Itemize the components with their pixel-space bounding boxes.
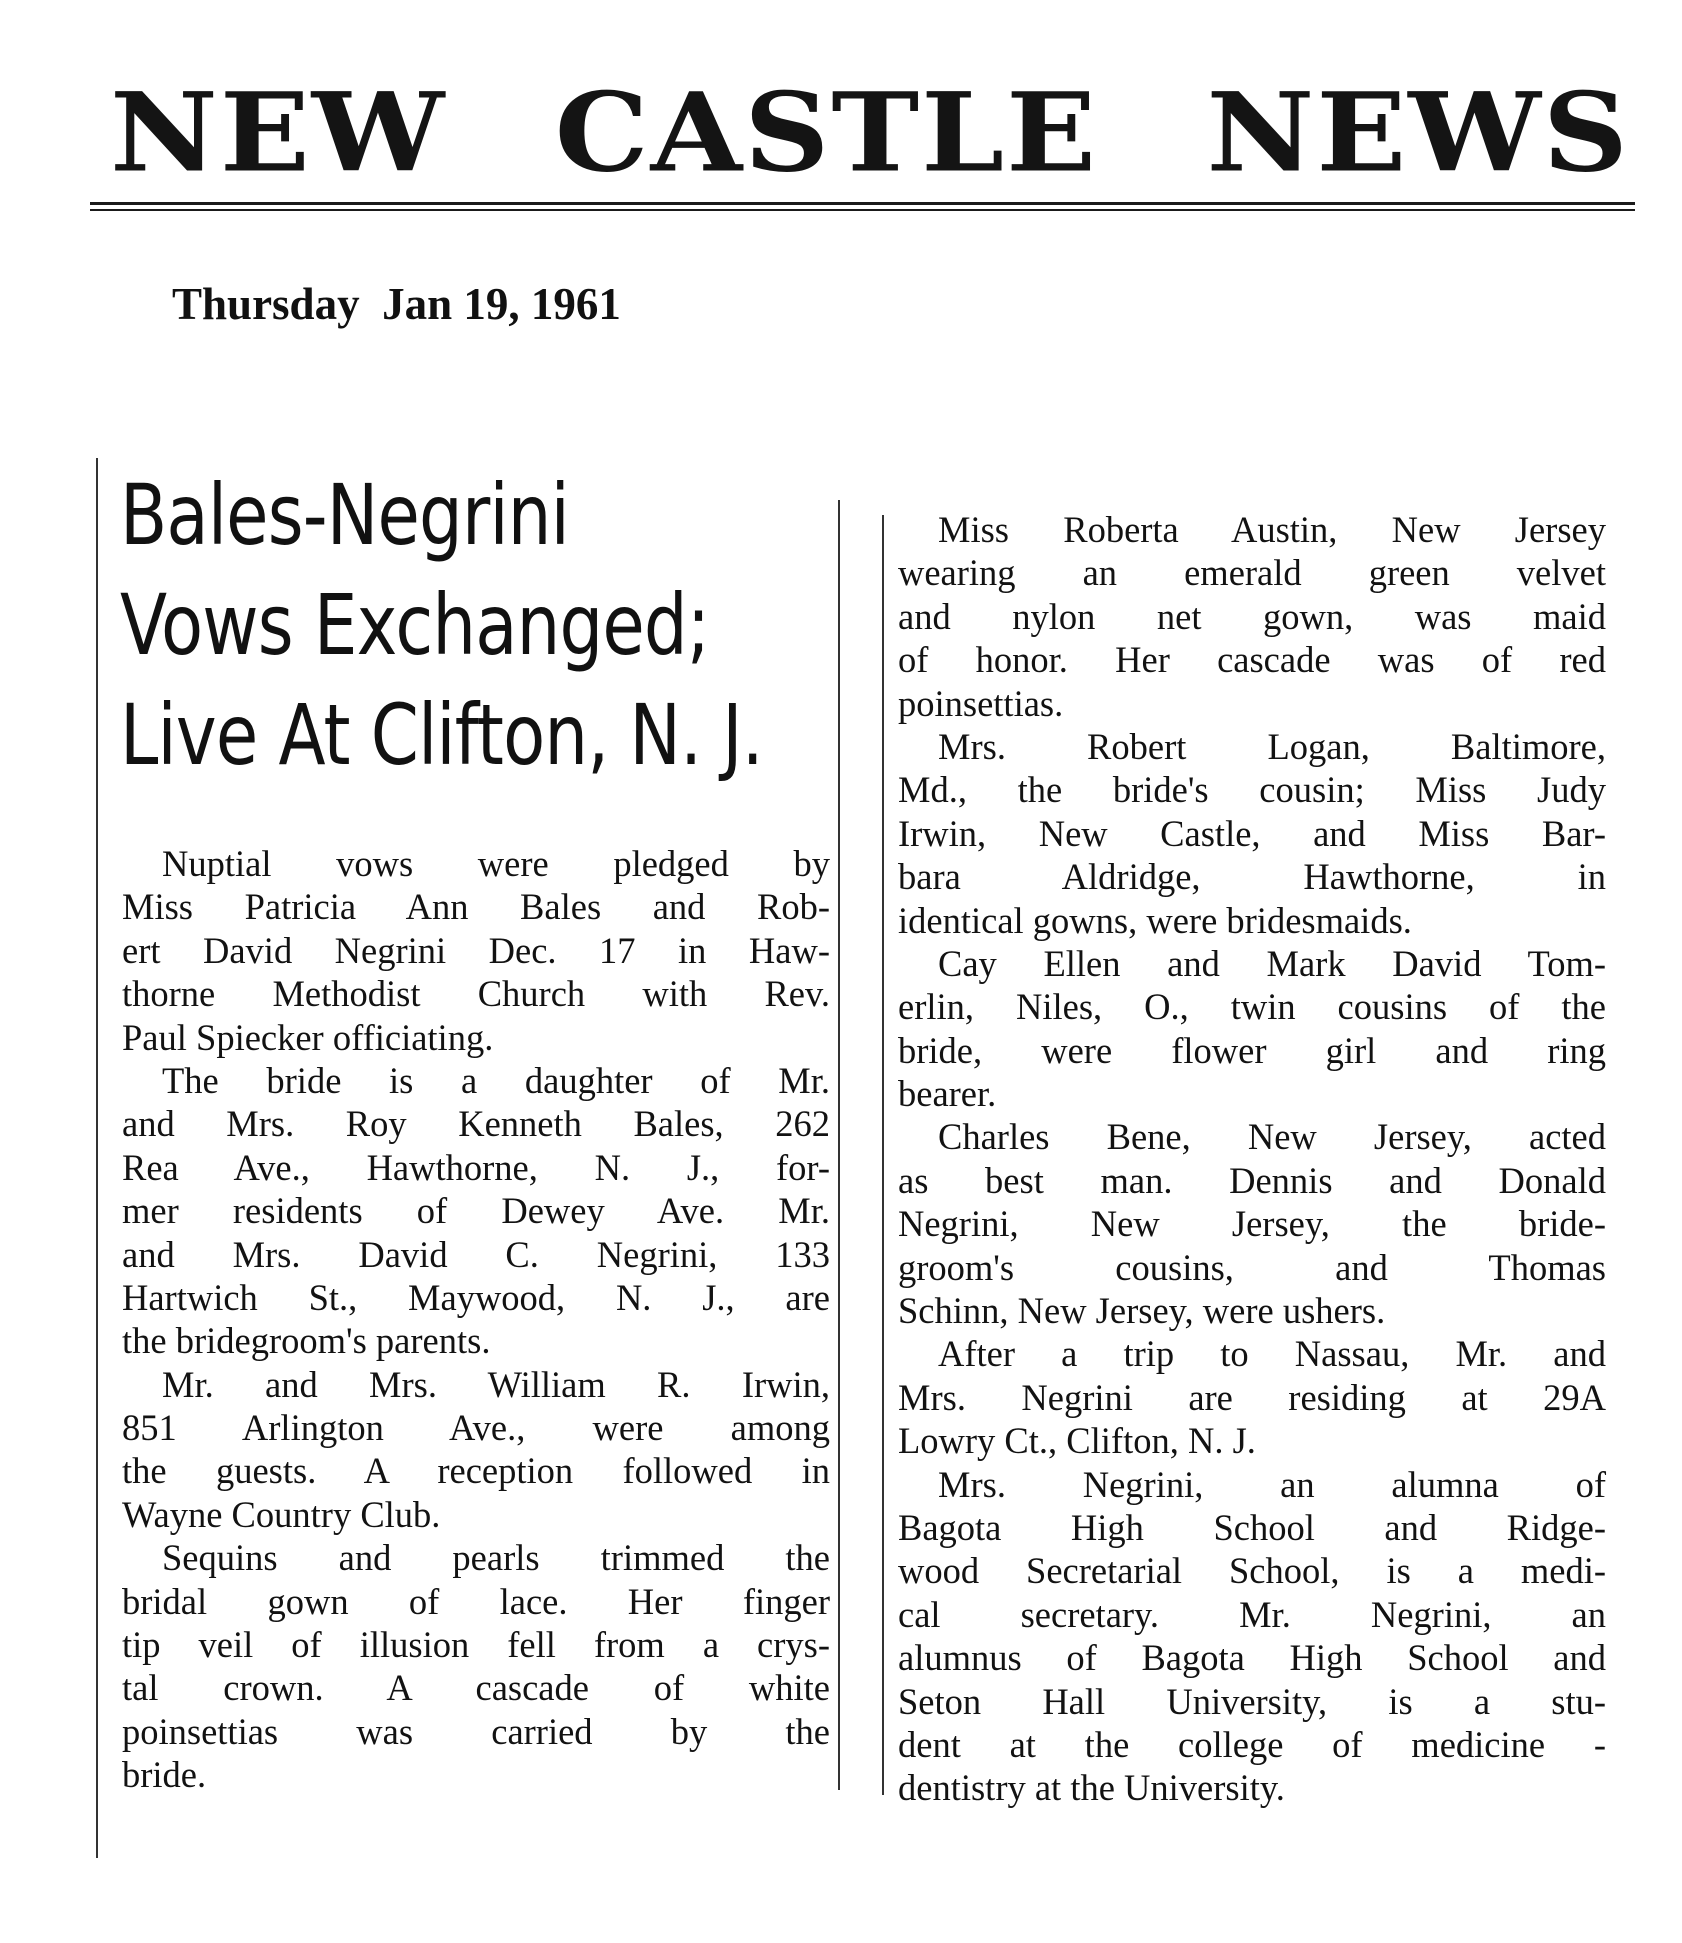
article-text-line: Sequins and pearls trimmed the: [162, 1537, 830, 1579]
publication-date: Thursday Jan 19, 1961: [172, 279, 621, 329]
article-text-line: Mr. and Mrs. William R. Irwin,: [162, 1363, 830, 1405]
headline-line: Live At Clifton, N. J.: [120, 686, 763, 784]
article-text-line: Irwin, New Castle, and Miss Bar-: [898, 812, 1606, 854]
article-text-line: and Mrs. Roy Kenneth Bales, 262: [122, 1103, 830, 1145]
article-text-line: thorne Methodist Church with Rev.: [122, 973, 830, 1015]
article-column-left: [122, 842, 830, 1797]
article-text-line: alumnus of Bagota High School and: [898, 1637, 1606, 1679]
masthead-word: NEWS: [1206, 68, 1630, 197]
article-text-line: and nylon net gown, was maid: [898, 595, 1606, 637]
article-text-line: bearer.: [898, 1073, 997, 1115]
article-text-line: bara Aldridge, Hawthorne, in: [898, 856, 1606, 898]
article-text-line: tal crown. A cascade of white: [122, 1667, 830, 1709]
masthead-word: CASTLE: [554, 68, 1099, 197]
article-text-line: Bagota High School and Ridge-: [898, 1506, 1606, 1548]
article-headline: [120, 460, 820, 790]
article-text-line: Rea Ave., Hawthorne, N. J., for-: [122, 1146, 830, 1188]
newspaper-masthead: [110, 68, 1630, 198]
article-text-line: Negrini, New Jersey, the bride-: [898, 1203, 1606, 1245]
headline-line: Vows Exchanged;: [120, 576, 710, 674]
article-text-line: Charles Bene, New Jersey, acted: [938, 1116, 1606, 1158]
article-text-line: Cay Ellen and Mark David Tom-: [938, 942, 1606, 984]
article-text-line: Mrs. Negrini, an alumna of: [938, 1463, 1606, 1505]
article-text-line: dent at the college of medicine -: [898, 1723, 1606, 1765]
article-text-line: Lowry Ct., Clifton, N. J.: [898, 1420, 1256, 1462]
masthead-rule: [90, 202, 1635, 205]
article-text-line: wearing an emerald green velvet: [898, 552, 1606, 594]
article-text-line: identical gowns, were bridesmaids.: [898, 899, 1412, 941]
article-text-line: The bride is a daughter of Mr.: [162, 1059, 830, 1101]
column-divider-middle: [838, 500, 840, 1790]
headline-line: Bales-Negrini: [120, 466, 569, 564]
article-text-line: as best man. Dennis and Donald: [898, 1159, 1606, 1201]
article-text-line: mer residents of Dewey Ave. Mr.: [122, 1190, 830, 1232]
article-text-line: After a trip to Nassau, Mr. and: [938, 1333, 1606, 1375]
article-text-line: cal secretary. Mr. Negrini, an: [898, 1593, 1606, 1635]
article-text-line: of honor. Her cascade was of red: [898, 639, 1606, 681]
article-text-line: Hartwich St., Maywood, N. J., are: [122, 1276, 830, 1318]
article-text-line: the bridegroom's parents.: [122, 1320, 491, 1362]
article-text-line: Seton Hall University, is a stu-: [898, 1680, 1606, 1722]
article-text-line: tip veil of illusion fell from a crys-: [122, 1624, 830, 1666]
article-text-line: Md., the bride's cousin; Miss Judy: [898, 769, 1606, 811]
article-text-line: Paul Spiecker officiating.: [122, 1016, 494, 1058]
article-text-line: Miss Roberta Austin, New Jersey: [938, 509, 1606, 550]
article-text-line: the guests. A reception followed in: [122, 1450, 830, 1492]
article-text-line: dentistry at the University.: [898, 1767, 1285, 1809]
article-text-line: and Mrs. David C. Negrini, 133: [122, 1233, 830, 1275]
column-divider-left: [96, 458, 98, 1858]
article-text-line: bride.: [122, 1754, 207, 1796]
article-text-line: 851 Arlington Ave., were among: [122, 1407, 830, 1449]
article-text-line: Miss Patricia Ann Bales and Rob-: [122, 886, 830, 928]
article-text-line: wood Secretarial School, is a medi-: [898, 1550, 1606, 1592]
column-divider-right: [882, 515, 884, 1795]
article-text-line: Nuptial vows were pledged by: [162, 843, 830, 884]
article-text-line: groom's cousins, and Thomas: [898, 1246, 1606, 1288]
article-text-line: poinsettias.: [898, 682, 1064, 724]
masthead-word: NEW: [110, 68, 447, 197]
article-text-line: ert David Negrini Dec. 17 in Haw-: [122, 929, 830, 971]
article-text-line: Schinn, New Jersey, were ushers.: [898, 1290, 1386, 1332]
masthead-rule: [90, 209, 1635, 211]
article-text-line: Wayne Country Club.: [122, 1493, 441, 1535]
article-text-line: poinsettias was carried by the: [122, 1710, 830, 1752]
article-text-line: erlin, Niles, O., twin cousins of the: [898, 986, 1606, 1028]
article-text-line: bride, were flower girl and ring: [898, 1029, 1606, 1071]
article-column-right: [898, 508, 1606, 1810]
article-text-line: Mrs. Robert Logan, Baltimore,: [938, 725, 1606, 767]
article-text-line: bridal gown of lace. Her finger: [122, 1580, 830, 1622]
article-text-line: Mrs. Negrini are residing at 29A: [898, 1376, 1606, 1418]
